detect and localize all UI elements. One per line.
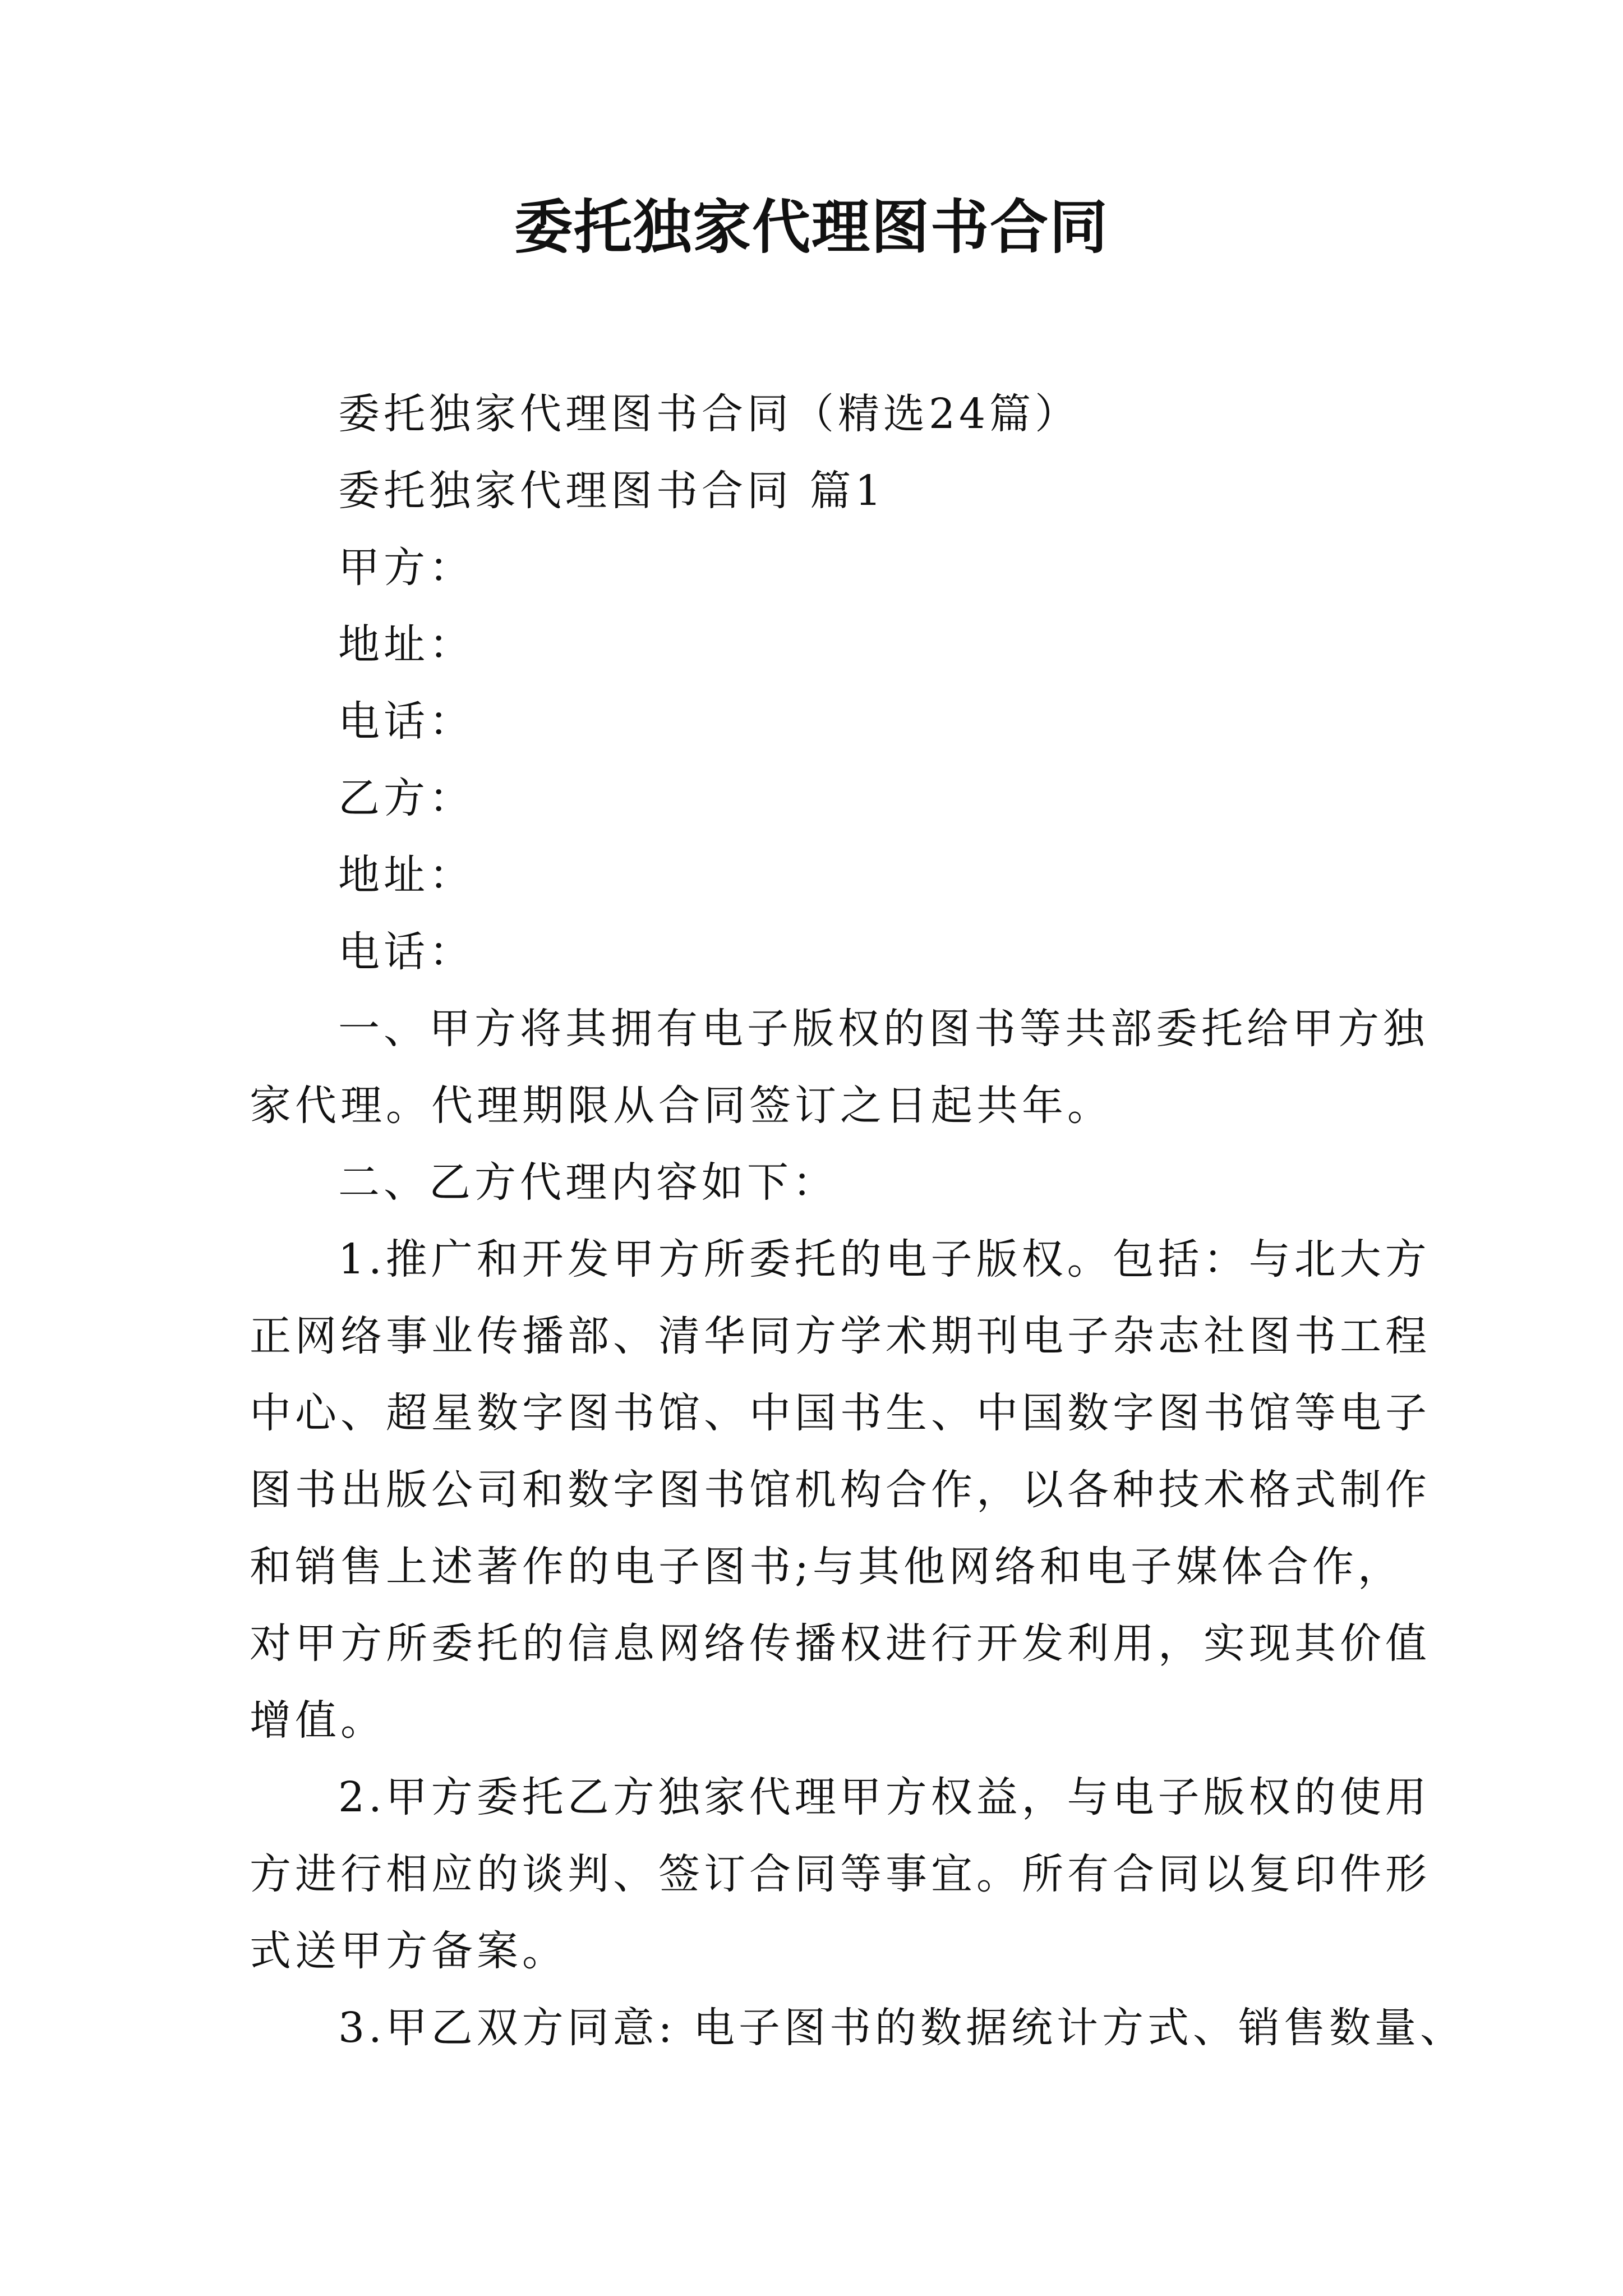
- item-3-line: 3.甲乙双方同意: 电子图书的数据统计方式、销售数量、: [338, 2004, 1466, 2052]
- party-a-phone-label: 电话：: [338, 697, 474, 746]
- item-2-line: 方进行相应的谈判、签订合同等事宜。所有合同以复印件形: [250, 1850, 1431, 1898]
- item-1-line: 1.推广和开发甲方所委托的电子版权。包括：与北大方: [338, 1235, 1431, 1283]
- party-a-address-label: 地址：: [338, 620, 474, 669]
- section-heading: 委托独家代理图书合同 篇1: [338, 467, 886, 515]
- document-body: [250, 376, 1466, 2067]
- item-1-line: 图书出版公司和数字图书馆机构合作，以各种技术格式制作: [250, 1466, 1431, 1514]
- party-a-label: 甲方：: [338, 544, 474, 592]
- item-1-line: 正网络事业传播部、清华同方学术期刊电子杂志社图书工程: [250, 1312, 1431, 1360]
- item-1-line: 和销售上述著作的电子图书;与其他网络和电子媒体合作，: [250, 1543, 1403, 1591]
- party-b-label: 乙方：: [338, 774, 474, 822]
- document-title: 委托独家代理图书合同: [514, 192, 1109, 261]
- item-1-line: 增值。: [250, 1696, 386, 1745]
- clause-1-line: 家代理。代理期限从合同签订之日起共年。: [250, 1082, 1113, 1130]
- item-1-line: 中心、超星数字图书馆、中国书生、中国数字图书馆等电子: [250, 1389, 1431, 1437]
- clause-2-heading: 二、乙方代理内容如下：: [338, 1158, 838, 1207]
- clause-1-line: 一、甲方将其拥有电子版权的图书等共部委托给甲方独: [338, 1005, 1428, 1053]
- party-b-address-label: 地址：: [338, 851, 474, 899]
- item-2-line: 式送甲方备案。: [250, 1927, 568, 1975]
- item-1-line: 对甲方所委托的信息网络传播权进行开发利用，实现其价值: [250, 1619, 1431, 1668]
- party-b-phone-label: 电话：: [338, 928, 474, 976]
- item-2-line: 2.甲方委托乙方独家代理甲方权益，与电子版权的使用: [338, 1773, 1431, 1821]
- subtitle-line: 委托独家代理图书合同（精选24篇）: [338, 390, 1081, 438]
